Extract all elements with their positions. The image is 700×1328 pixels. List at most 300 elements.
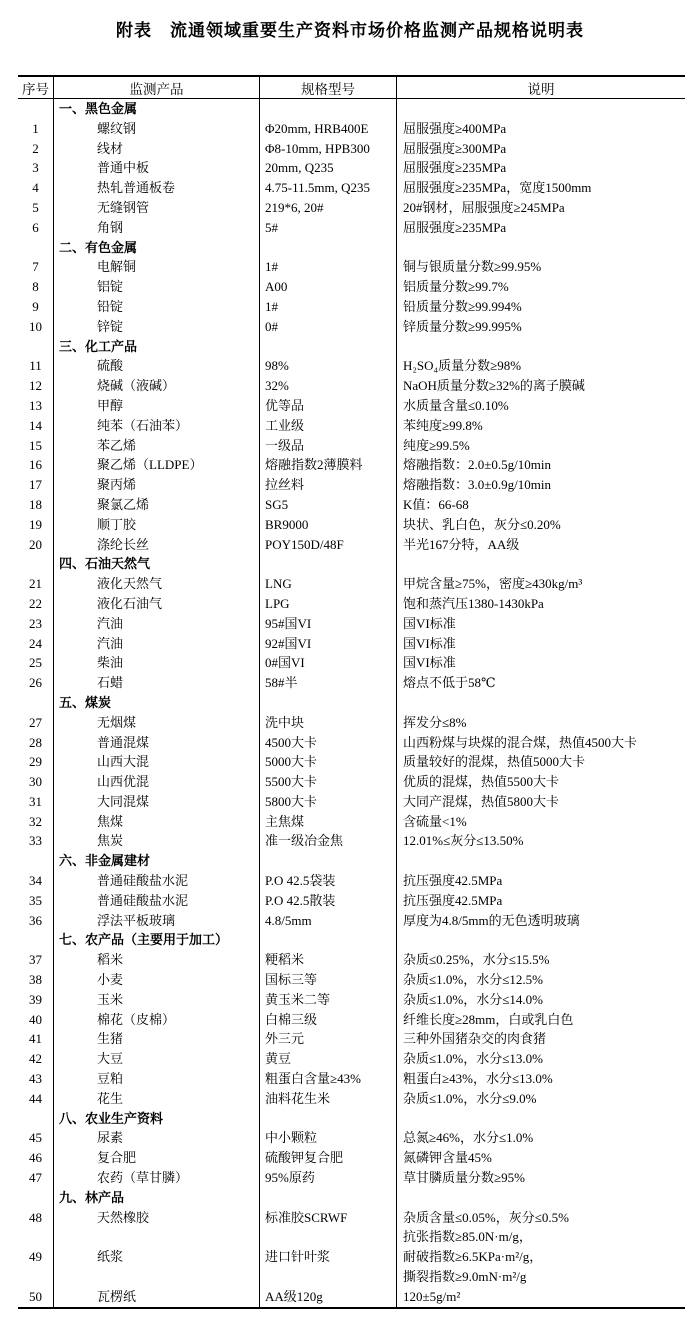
description (396, 653, 685, 673)
section-row (18, 1109, 685, 1129)
product-name: 生猪 (53, 1029, 259, 1049)
section-title: 二、有色金属 (53, 238, 259, 258)
description-line: 屈服强度≥400MPa (403, 120, 507, 136)
table-row (18, 772, 685, 792)
spec-value: 一级品 (259, 436, 396, 456)
page-title: 附表 流通领域重要生产资料市场价格监测产品规格说明表 (116, 21, 584, 40)
row-number: 4 (32, 180, 39, 196)
description-line: 质量较好的混煤，热值5000大卡 (403, 754, 586, 770)
description-line: 杂质含量≤0.05%，灰分≤0.5% (403, 1209, 569, 1225)
description (396, 871, 685, 891)
spec-value: 58#半 (259, 673, 396, 693)
spec-value: A00 (259, 277, 396, 297)
description-line: 优质的混煤，热值5500大卡 (403, 774, 560, 790)
description-line: 铝质量分数≥99.7% (403, 279, 509, 295)
description-line: 纤维长度≥28mm，白或乳白色 (403, 1011, 574, 1027)
table-row (18, 158, 685, 178)
product-name: 柴油 (53, 653, 259, 673)
table-row (18, 950, 685, 970)
description (396, 416, 685, 436)
spec-value: 拉丝料 (259, 475, 396, 495)
table-row (18, 317, 685, 337)
description (396, 930, 685, 950)
product-name: 大豆 (53, 1049, 259, 1069)
row-number: 38 (29, 972, 42, 988)
row-number: 10 (29, 318, 42, 334)
description-line: 大同产混煤，热值5800大卡 (403, 793, 560, 809)
product-name: 花生 (53, 1089, 259, 1109)
description-line: 纯度≥99.5% (403, 437, 470, 453)
row-number (18, 851, 53, 871)
table-row (18, 436, 685, 456)
description (396, 198, 685, 218)
table-row (18, 198, 685, 218)
row-number: 47 (29, 1170, 42, 1186)
description-line: 熔融指数：2.0±0.5g/10min (403, 457, 551, 473)
table-row (18, 218, 685, 238)
spec-value: 4.75-11.5mm, Q235 (259, 178, 396, 198)
table-row (18, 911, 685, 931)
row-number: 30 (29, 774, 42, 790)
section-title: 三、化工产品 (53, 337, 259, 357)
description (396, 831, 685, 851)
spec-value: 硫酸钾复合肥 (259, 1148, 396, 1168)
section-row (18, 930, 685, 950)
row-number: 48 (29, 1209, 42, 1225)
description-line: 杂质≤1.0%，水分≤14.0% (403, 991, 543, 1007)
row-number: 23 (29, 615, 42, 631)
description (396, 455, 685, 475)
description (396, 713, 685, 733)
description (396, 119, 685, 139)
description (396, 891, 685, 911)
description (396, 1089, 685, 1109)
description-line: 抗张指数≥85.0N·m/g， (403, 1229, 532, 1245)
table-row (18, 792, 685, 812)
row-number: 21 (29, 576, 42, 592)
spec-value: LNG (259, 574, 396, 594)
description (396, 792, 685, 812)
header-cell-desc: 说明 (396, 77, 685, 98)
row-number: 42 (29, 1051, 42, 1067)
description (396, 1049, 685, 1069)
product-name: 棉花（皮棉） (53, 1010, 259, 1030)
row-number (18, 238, 53, 258)
spec-value: 20mm, Q235 (259, 158, 396, 178)
description (396, 515, 685, 535)
table-row (18, 495, 685, 515)
description-line: 粗蛋白≥43%，水分≤13.0% (403, 1071, 553, 1087)
table-row (18, 673, 685, 693)
description-line: 屈服强度≥235MPa，宽度1500mm (403, 180, 592, 196)
table-body (18, 99, 685, 1307)
row-number: 24 (29, 635, 42, 651)
table-row (18, 574, 685, 594)
description (396, 376, 685, 396)
description (396, 238, 685, 258)
section-row (18, 693, 685, 713)
table-row (18, 713, 685, 733)
table-header-row (18, 77, 685, 99)
description (396, 772, 685, 792)
description-line: 山西粉煤与块煤的混合煤，热值4500大卡 (403, 734, 638, 750)
row-number: 28 (29, 734, 42, 750)
spec-value: 0#国VI (259, 653, 396, 673)
section-title: 八、农业生产资料 (53, 1109, 259, 1129)
description (396, 99, 685, 119)
section-title: 一、黑色金属 (53, 99, 259, 119)
description (396, 1148, 685, 1168)
spec-value: 白棉三级 (259, 1010, 396, 1030)
spec-table (18, 75, 685, 1309)
spec-value: 标准胶SCRWF (259, 1208, 396, 1248)
description-line: 抗压强度42.5MPa (403, 892, 503, 908)
spec-value: 黄玉米二等 (259, 990, 396, 1010)
product-name: 纯苯（石油苯） (53, 416, 259, 436)
row-number: 5 (32, 199, 39, 215)
product-name: 玉米 (53, 990, 259, 1010)
spec-value: 4500大卡 (259, 733, 396, 753)
row-number: 13 (29, 397, 42, 413)
product-name: 普通硅酸盐水泥 (53, 891, 259, 911)
product-name: 汽油 (53, 614, 259, 634)
description-line: 120±5g/m² (403, 1288, 461, 1304)
row-number: 40 (29, 1011, 42, 1027)
description (396, 1010, 685, 1030)
table-row (18, 970, 685, 990)
description (396, 950, 685, 970)
spec-value: 工业级 (259, 416, 396, 436)
spec-value: 准一级冶金焦 (259, 831, 396, 851)
table-row (18, 139, 685, 159)
description (396, 911, 685, 931)
product-name: 液化天然气 (53, 574, 259, 594)
table-row (18, 178, 685, 198)
table-row (18, 1148, 685, 1168)
description (396, 139, 685, 159)
description (396, 634, 685, 654)
table-row (18, 653, 685, 673)
spec-value (259, 930, 396, 950)
description (396, 1208, 685, 1248)
table-row (18, 535, 685, 555)
row-number: 16 (29, 457, 42, 473)
row-number: 12 (29, 378, 42, 394)
product-name: 热轧普通板卷 (53, 178, 259, 198)
description (396, 752, 685, 772)
description-line: 厚度为4.8/5mm的无色透明玻璃 (403, 912, 580, 928)
description (396, 495, 685, 515)
row-number: 31 (29, 793, 42, 809)
description-line: 杂质≤0.25%，水分≤15.5% (403, 952, 550, 968)
description (396, 1168, 685, 1188)
product-name: 农药（草甘膦） (53, 1168, 259, 1188)
row-number: 33 (29, 833, 42, 849)
description-line: 铜与银质量分数≥99.95% (403, 259, 542, 275)
product-name: 天然橡胶 (53, 1208, 259, 1248)
table-row (18, 1208, 685, 1248)
description (396, 535, 685, 555)
spec-value (259, 1188, 396, 1208)
description (396, 673, 685, 693)
product-name: 聚丙烯 (53, 475, 259, 495)
table-row (18, 1128, 685, 1148)
description (396, 337, 685, 357)
table-row (18, 634, 685, 654)
product-name: 烧碱（液碱） (53, 376, 259, 396)
section-row (18, 238, 685, 258)
product-name: 豆粕 (53, 1069, 259, 1089)
spec-value: 油料花生米 (259, 1089, 396, 1109)
product-name: 硫酸 (53, 356, 259, 376)
section-row (18, 99, 685, 119)
description-line: 块状、乳白色，灰分≤0.20% (403, 516, 561, 532)
row-number: 27 (29, 714, 42, 730)
description (396, 158, 685, 178)
product-name: 普通中板 (53, 158, 259, 178)
description-line: 锌质量分数≥99.995% (403, 318, 522, 334)
row-number: 7 (32, 259, 39, 275)
row-number: 11 (29, 358, 42, 374)
product-name: 顺丁胶 (53, 515, 259, 535)
description (396, 277, 685, 297)
row-number: 6 (32, 219, 39, 235)
spec-value: 1# (259, 297, 396, 317)
spec-value: P.O 42.5散装 (259, 891, 396, 911)
table-row (18, 812, 685, 832)
spec-value: 92#国VI (259, 634, 396, 654)
row-number: 44 (29, 1090, 42, 1106)
row-number (18, 693, 53, 713)
table-row (18, 356, 685, 376)
spec-value: SG5 (259, 495, 396, 515)
spec-value: 粗蛋白含量≥43% (259, 1069, 396, 1089)
description-line: NaOH质量分数≥32%的离子膜碱 (403, 378, 585, 394)
description (396, 218, 685, 238)
section-title: 四、石油天然气 (53, 554, 259, 574)
description (396, 436, 685, 456)
row-number (18, 1188, 53, 1208)
description (396, 1247, 685, 1287)
description (396, 851, 685, 871)
product-name: 甲醇 (53, 396, 259, 416)
spec-value (259, 1109, 396, 1129)
spec-value: BR9000 (259, 515, 396, 535)
description (396, 1188, 685, 1208)
table-row (18, 752, 685, 772)
table-row (18, 1089, 685, 1109)
description-line: 水质量含量≤0.10% (403, 397, 509, 413)
product-name: 稻米 (53, 950, 259, 970)
row-number: 45 (29, 1130, 42, 1146)
table-row (18, 871, 685, 891)
table-row (18, 831, 685, 851)
row-number: 17 (29, 477, 42, 493)
spec-value: 32% (259, 376, 396, 396)
product-name: 大同混煤 (53, 792, 259, 812)
description-line: 屈服强度≥300MPa (403, 140, 507, 156)
spec-value: 219*6, 20# (259, 198, 396, 218)
row-number (18, 337, 53, 357)
spec-value: 熔融指数2薄膜料 (259, 455, 396, 475)
product-name: 山西大混 (53, 752, 259, 772)
description (396, 1069, 685, 1089)
description-line: 铅质量分数≥99.994% (403, 298, 522, 314)
spec-value: 1# (259, 257, 396, 277)
spec-value: 国标三等 (259, 970, 396, 990)
table-row (18, 594, 685, 614)
table-row (18, 376, 685, 396)
description (396, 257, 685, 277)
product-name: 普通硅酸盐水泥 (53, 871, 259, 891)
product-name: 角钢 (53, 218, 259, 238)
description-line: 苯纯度≥99.8% (403, 417, 483, 433)
row-number: 8 (32, 279, 39, 295)
description-line: 国VI标准 (403, 655, 456, 671)
description (396, 317, 685, 337)
product-name: 铝锭 (53, 277, 259, 297)
description-line: 氮磷钾含量45% (403, 1150, 492, 1166)
row-number: 25 (29, 655, 42, 671)
spec-value: 中小颗粒 (259, 1128, 396, 1148)
product-name: 焦煤 (53, 812, 259, 832)
product-name: 复合肥 (53, 1148, 259, 1168)
table-row (18, 1010, 685, 1030)
description (396, 970, 685, 990)
table-row (18, 297, 685, 317)
spec-value: 4.8/5mm (259, 911, 396, 931)
table-row (18, 1069, 685, 1089)
section-title: 七、农产品（主要用于加工） (53, 930, 259, 950)
description-line: 12.01%≤灰分≤13.50% (403, 833, 524, 849)
row-number: 37 (29, 952, 42, 968)
description (396, 356, 685, 376)
description-line: H₂SO₄质量分数≥98% (403, 358, 522, 374)
row-number: 50 (29, 1288, 42, 1304)
row-number: 29 (29, 754, 42, 770)
spec-value: LPG (259, 594, 396, 614)
spec-value (259, 99, 396, 119)
section-row (18, 1188, 685, 1208)
description-line: 熔点不低于58℃ (403, 675, 496, 691)
product-name: 山西优混 (53, 772, 259, 792)
spec-value (259, 238, 396, 258)
row-number: 35 (29, 892, 42, 908)
product-name: 螺纹钢 (53, 119, 259, 139)
description-line: 半光167分特，AA级 (403, 536, 520, 552)
spec-value (259, 554, 396, 574)
product-name: 普通混煤 (53, 733, 259, 753)
row-number: 34 (29, 873, 42, 889)
section-title: 九、林产品 (53, 1188, 259, 1208)
description-line: K值：66-68 (403, 496, 469, 512)
description (396, 594, 685, 614)
table-row (18, 990, 685, 1010)
spec-value: 进口针叶浆 (259, 1247, 396, 1287)
spec-value: Φ20mm, HRB400E (259, 119, 396, 139)
product-name: 瓦楞纸 (53, 1287, 259, 1307)
spec-value: 优等品 (259, 396, 396, 416)
section-row (18, 337, 685, 357)
product-name: 尿素 (53, 1128, 259, 1148)
description-line: 挥发分≤8% (403, 714, 467, 730)
table-row (18, 1029, 685, 1049)
description-line: 含硫量<1% (403, 813, 467, 829)
table-row (18, 614, 685, 634)
row-number: 3 (32, 160, 39, 176)
description-line: 撕裂指数≥9.0mN·m²/g (403, 1269, 527, 1285)
description (396, 475, 685, 495)
spec-value (259, 337, 396, 357)
table-row (18, 891, 685, 911)
spec-value: 5500大卡 (259, 772, 396, 792)
table-row (18, 1287, 685, 1307)
spec-value: 95#国VI (259, 614, 396, 634)
row-number: 32 (29, 813, 42, 829)
row-number: 14 (29, 417, 42, 433)
header-cell-no: 序号 (22, 81, 49, 97)
description (396, 178, 685, 198)
description (396, 1128, 685, 1148)
description-line: 饱和蒸汽压1380-1430kPa (403, 595, 544, 611)
product-name: 电解铜 (53, 257, 259, 277)
table-row (18, 1168, 685, 1188)
row-number: 9 (32, 298, 39, 314)
product-name: 液化石油气 (53, 594, 259, 614)
description-line: 抗压强度42.5MPa (403, 873, 503, 889)
product-name: 小麦 (53, 970, 259, 990)
description (396, 733, 685, 753)
description-line: 甲烷含量≥75%，密度≥430kg/m³ (403, 576, 583, 592)
product-name: 苯乙烯 (53, 436, 259, 456)
header-cell-spec: 规格型号 (259, 77, 396, 98)
product-name: 浮法平板玻璃 (53, 911, 259, 931)
product-name: 聚氯乙烯 (53, 495, 259, 515)
product-name: 无缝钢管 (53, 198, 259, 218)
product-name: 纸浆 (53, 1247, 259, 1287)
row-number: 19 (29, 516, 42, 532)
product-name: 聚乙烯（LLDPE） (53, 455, 259, 475)
row-number (18, 1109, 53, 1129)
description-line: 杂质≤1.0%，水分≤13.0% (403, 1051, 543, 1067)
description (396, 1109, 685, 1129)
description-line: 国VI标准 (403, 615, 456, 631)
description-line: 熔融指数：3.0±0.9g/10min (403, 477, 551, 493)
table-row (18, 119, 685, 139)
row-number: 22 (29, 595, 42, 611)
spec-value: 外三元 (259, 1029, 396, 1049)
description (396, 990, 685, 1010)
row-number (18, 554, 53, 574)
description (396, 554, 685, 574)
row-number (18, 99, 53, 119)
table-row (18, 396, 685, 416)
spec-value: Φ8-10mm, HPB300 (259, 139, 396, 159)
spec-value: 5000大卡 (259, 752, 396, 772)
row-number: 41 (29, 1031, 42, 1047)
description (396, 396, 685, 416)
row-number: 46 (29, 1150, 42, 1166)
table-row (18, 1049, 685, 1069)
product-name: 石蜡 (53, 673, 259, 693)
spec-value: 洗中块 (259, 713, 396, 733)
product-name: 汽油 (53, 634, 259, 654)
table-row (18, 257, 685, 277)
table-row (18, 515, 685, 535)
description (396, 812, 685, 832)
product-name: 线材 (53, 139, 259, 159)
table-row (18, 475, 685, 495)
